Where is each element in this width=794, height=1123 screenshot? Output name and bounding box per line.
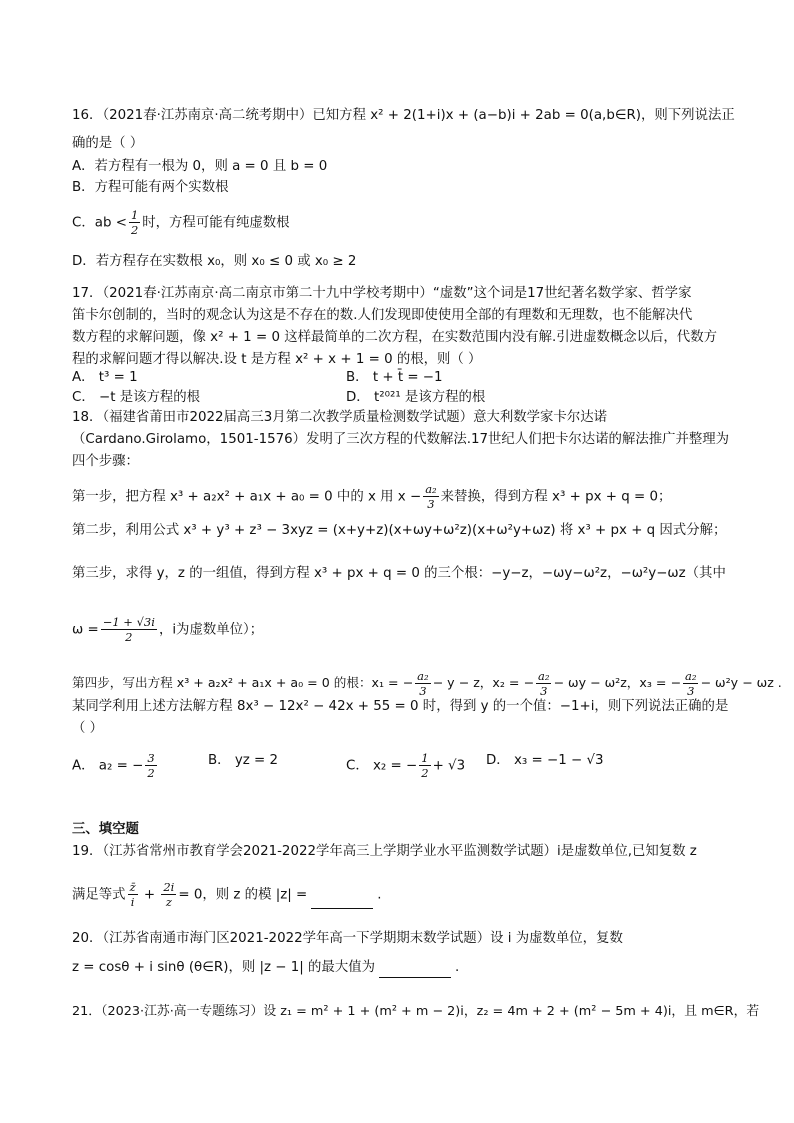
q18-option-c: C． x₂ = − $\frac{1}{2}$ + √3 xyxy=(346,751,466,780)
q18-stem-line1: 18．（福建省莆田市2022届高三3月第二次教学质量检测数学试题）意大利数学家卡尔达诺 xyxy=(72,410,607,425)
q18-stem-line3: 四个步骤： xyxy=(72,454,139,469)
q16-stem-line1: 16．（2021春·江苏南京·高二统考期中）已知方程 x² + 2(1+i)x + (a−b)i + 2ab = 0(a,b∈R)，则下列说法正 xyxy=(72,108,735,123)
q18-stem-line5: 某同学利用上述方法解方程 8x³ − 12x² − 42x + 55 = 0 时，得到 y 的一个值：−1+i，则下列说法正确的是 xyxy=(72,699,729,714)
answer-blank[interactable] xyxy=(311,894,373,909)
q18-step3: 第三步，求得 y，z 的一组值，得到方程 x³ + px + q = 0 的三个根：−y−z，−ωy−ω²z，−ω²y−ωz（其中 xyxy=(72,566,726,581)
q16-option-a: A．若方程有一根为 0，则 a = 0 且 b = 0 xyxy=(72,159,328,174)
fraction: $\frac{\text{a₂}}{3}$ xyxy=(417,669,429,698)
q17-option-b: B． t + t̄ = −1 xyxy=(346,370,443,385)
q21-stem-line1: 21．（2023·江苏·高一专题练习）设 z₁ = m² + 1 + (m² + m − 2)i，z₂ = 4m + 2 + (m² − 5m + 4)i，且 m∈R，若 xyxy=(72,1004,760,1019)
q18-option-b: B． yz = 2 xyxy=(208,753,279,768)
q17-option-c: C． −t 是该方程的根 xyxy=(72,390,201,405)
q18-step2: 第二步，利用公式 x³ + y³ + z³ − 3xyz = (x+y+z)(x+ωy+ω²z)(x+ω²y+ωz) 将 x³ + px + q 因式分解； xyxy=(72,523,727,538)
q18-option-d: D． x₃ = −1 − √3 xyxy=(486,753,604,768)
q19-stem-line2: 满足等式 $\frac{z̄}{i}$ + $\frac{2i}{z}$ = 0，则 z 的模 |z| = . xyxy=(72,880,382,909)
q18-stem-line6: （ ） xyxy=(72,721,104,736)
fraction: $\frac{\text{a₂}}{3}$ xyxy=(685,669,697,698)
q16-option-b: B．方程可能有两个实数根 xyxy=(72,180,229,195)
fraction: $\frac{1}{2}$ xyxy=(130,208,139,237)
fraction: $\frac{z̄}{i}$ xyxy=(129,880,136,909)
fraction: $\frac{1}{2}$ xyxy=(421,751,429,780)
q17-option-a: A． t³ = 1 xyxy=(72,370,138,385)
q18-stem-line2: （Cardano.Girolamo，1501-1576）发明了三次方程的代数解法.17世纪人们把卡尔达诺的解法推广并整理为 xyxy=(72,432,730,447)
answer-blank[interactable] xyxy=(379,963,451,978)
q17-stem-line3: 数方程的求解问题，像 x² + 1 = 0 这样最简单的二次方程，在实数范围内没有解.引进虚数概念以后，代数方 xyxy=(72,330,717,345)
fraction: $\frac{\text{a₂}}{3}$ xyxy=(538,669,550,698)
fraction: $\frac{-1 + √3i}{2}$ xyxy=(102,615,155,644)
q17-stem-line4: 程的求解问题才得以解决.设 t 是方程 x² + x + 1 = 0 的根，则（ ） xyxy=(72,352,482,367)
q18-step3-omega: ω = $\frac{-1 + √3i}{2}$ ，i为虚数单位）； xyxy=(72,615,264,644)
fraction: $\frac{2i}{z}$ xyxy=(163,880,175,909)
q16-option-d: D．若方程存在实数根 x₀，则 x₀ ≤ 0 或 x₀ ≥ 2 xyxy=(72,254,357,269)
q17-stem-line2: 笛卡尔创制的，当时的观念认为这是不存在的数.人们发现即使使用全部的有理数和无理数，也不能解决代 xyxy=(72,308,693,323)
q17-option-d: D． t²⁰²¹ 是该方程的根 xyxy=(346,390,486,405)
q17-stem-line1: 17．（2021春·江苏南京·高二南京市第二十九中学校考期中）“虚数”这个词是17世纪著名数学家、哲学家 xyxy=(72,286,692,301)
q19-stem-line1: 19．（江苏省常州市教育学会2021-2022学年高三上学期学业水平监测数学试题）i是虚数单位,已知复数 z xyxy=(72,844,697,859)
fraction: $\frac{\text{a₂}}{3}$ xyxy=(425,482,437,511)
q18-option-a: A． a₂ = − $\frac{3}{2}$ xyxy=(72,751,155,780)
q18-step1: 第一步，把方程 x³ + a₂x² + a₁x + a₀ = 0 中的 x 用 x − $\frac{\text{a₂}}{3}$ 来替换，得到方程 x³ + px + q = 0； xyxy=(72,482,672,511)
q20-stem-line1: 20．（江苏省南通市海门区2021-2022学年高一下学期期末数学试题）设 i 为虚数单位，复数 xyxy=(72,931,623,946)
q20-stem-line2: z = cosθ + i sinθ (θ∈R)，则 |z − 1| 的最大值为 . xyxy=(72,958,459,978)
fraction: $\frac{3}{2}$ xyxy=(147,751,155,780)
q16-stem-line2: 确的是（ ） xyxy=(72,136,144,151)
q18-step4: 第四步，写出方程 x³ + a₂x² + a₁x + a₀ = 0 的根：x₁ = − $\frac{\text{a₂}}{3}$ − y − z，x₂ = − $\frac{\text{a₂}}{3}$ − ωy − ω²z，x₃ = − $\frac{\text{a₂}}{3}$ − ω²y − ωz . xyxy=(72,669,782,698)
q16-option-c: C．ab < $\frac{1}{2}$ 时，方程可能有纯虚数根 xyxy=(72,208,290,237)
section-heading: 三、填空题 xyxy=(72,822,139,837)
